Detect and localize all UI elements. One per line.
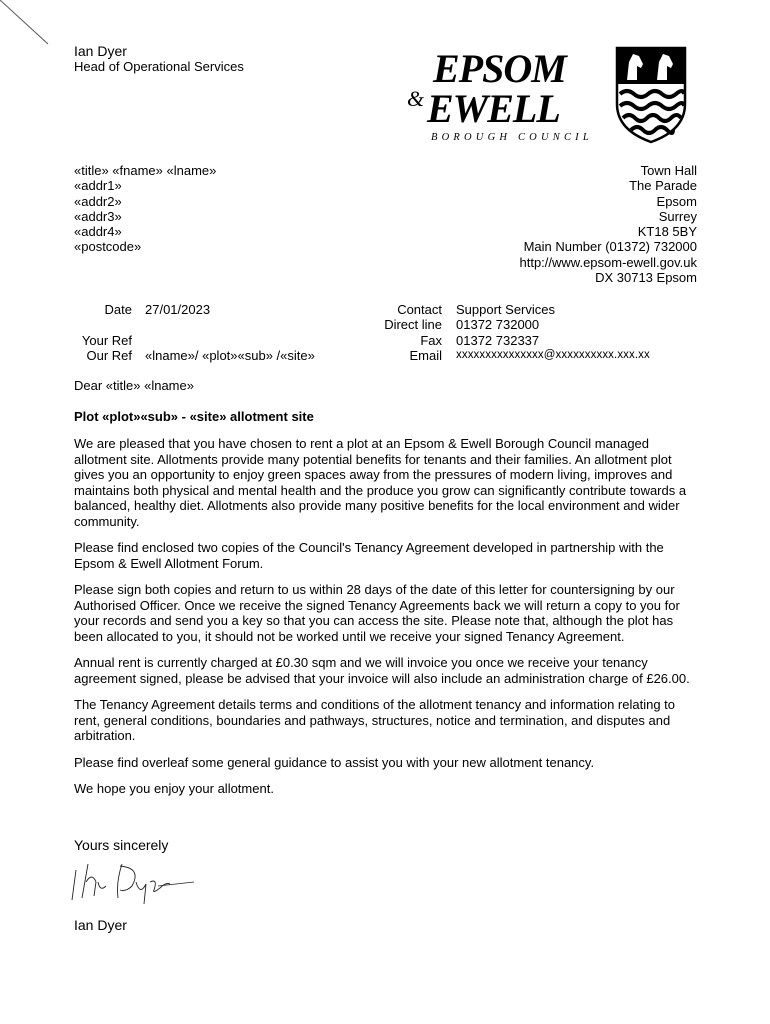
council-dx: DX 30713 Epsom <box>595 270 697 286</box>
reference-values <box>145 302 315 363</box>
your-ref-value <box>145 333 315 348</box>
handwritten-signature <box>62 852 202 907</box>
contact-values <box>456 302 650 363</box>
council-logo <box>405 44 690 144</box>
fax-label: Fax <box>420 332 442 348</box>
council-address-line: Surrey <box>658 208 697 224</box>
council-address-line: Town Hall <box>640 163 697 178</box>
contact-label: Contact <box>397 302 442 317</box>
recipient-line: «addr4» <box>74 224 122 240</box>
signer-name: Ian Dyer <box>74 917 127 933</box>
sender-role: Head of Operational Services <box>74 59 244 74</box>
recipient-line: «addr2» <box>74 193 122 209</box>
corner-fold-mark <box>0 0 60 50</box>
letter-subject: Plot «plot»«sub» - «site» allotment site <box>74 409 314 424</box>
recipient-address <box>74 163 216 255</box>
letter-body <box>74 436 699 808</box>
recipient-line: «addr3» <box>74 208 122 224</box>
council-address <box>520 163 698 285</box>
our-ref-value: «lname»/ «plot»«sub» /«site» <box>145 347 315 363</box>
email-label: Email <box>409 347 442 363</box>
body-paragraph: We hope you enjoy your allotment. <box>74 781 274 796</box>
our-ref-label: Our Ref <box>86 347 132 363</box>
email-link[interactable]: xxxxxxxxxxxxxxx@xxxxxxxxxx.xxx.xx <box>456 348 650 361</box>
logo-ewell: EWELL <box>427 86 560 131</box>
body-paragraph: Please sign both copies and return to us within 28 days of the date of this letter for countersigning by our Authorised Officer. Once we receive the signed Tenancy Agreements back we will return a copy to you for your records and send you a key so that you can access the site. Please note that, although the plot has been allocated to you, it should not be worked until we receive your signed Tenancy Agreement. <box>74 582 680 644</box>
recipient-line: «addr1» <box>74 178 122 194</box>
direct-line-value: 01372 732000 <box>456 317 540 333</box>
council-phone: Main Number (01372) 732000 <box>523 239 697 255</box>
council-address-line: The Parade <box>629 178 697 194</box>
council-address-line: Epsom <box>656 193 697 209</box>
logo-subtitle: BOROUGH COUNCIL <box>431 132 593 143</box>
horse-heads-crest-icon <box>617 48 685 142</box>
recipient-line: «postcode» <box>74 239 142 255</box>
council-address-line: KT18 5BY <box>637 224 697 240</box>
closing: Yours sincerely <box>74 837 169 853</box>
reference-labels <box>74 302 132 363</box>
direct-line-label: Direct line <box>384 317 442 333</box>
logo-epsom: EPSOM <box>433 46 566 91</box>
body-paragraph: Please find enclosed two copies of the Council's Tenancy Agreement developed in partnership with the Epsom & Ewell Allotment Forum. <box>74 540 664 571</box>
body-paragraph: We are pleased that you have chosen to rent a plot at an Epsom & Ewell Borough Council managed allotment site. Allotments provide many potential benefits for tenants and their families. An allotment plot gives you an opportunity to enjoy green spaces away from the pressures of modern living, improves and maintains both physical and mental health and the produce you grow can significantly contribute towards a balanced, healthy diet. Allotments also provide many positive benefits for the local environment and wider community. <box>74 436 687 529</box>
date-value: 27/01/2023 <box>145 302 211 317</box>
body-paragraph: Please find overleaf some general guidance to assist you with your new allotment tenancy. <box>74 754 595 770</box>
fax-value: 01372 732337 <box>456 332 540 348</box>
body-paragraph: The Tenancy Agreement details terms and conditions of the allotment tenancy and information relating to rent, general conditions, boundaries and pathways, structures, notice and termination, and disputes and arbitration. <box>74 697 676 743</box>
your-ref-label: Your Ref <box>81 332 132 348</box>
sender-block <box>74 43 244 75</box>
council-website-link[interactable]: http://www.epsom-ewell.gov.uk <box>519 254 697 270</box>
recipient-line: «title» «fname» «lname» <box>74 163 217 178</box>
contact-labels <box>360 302 442 363</box>
body-paragraph: Annual rent is currently charged at £0.30 sqm and we will invoice you once we receive your tenancy agreement signed, please be advised that your invoice will also include an administration charge of £26.00. <box>74 655 690 686</box>
date-label: Date <box>104 302 132 317</box>
logo-ampersand: & <box>407 86 425 111</box>
sender-name: Ian Dyer <box>74 43 127 59</box>
salutation: Dear «title» «lname» <box>74 378 194 393</box>
logo-wordmark <box>407 46 593 143</box>
contact-value: Support Services <box>456 302 555 317</box>
